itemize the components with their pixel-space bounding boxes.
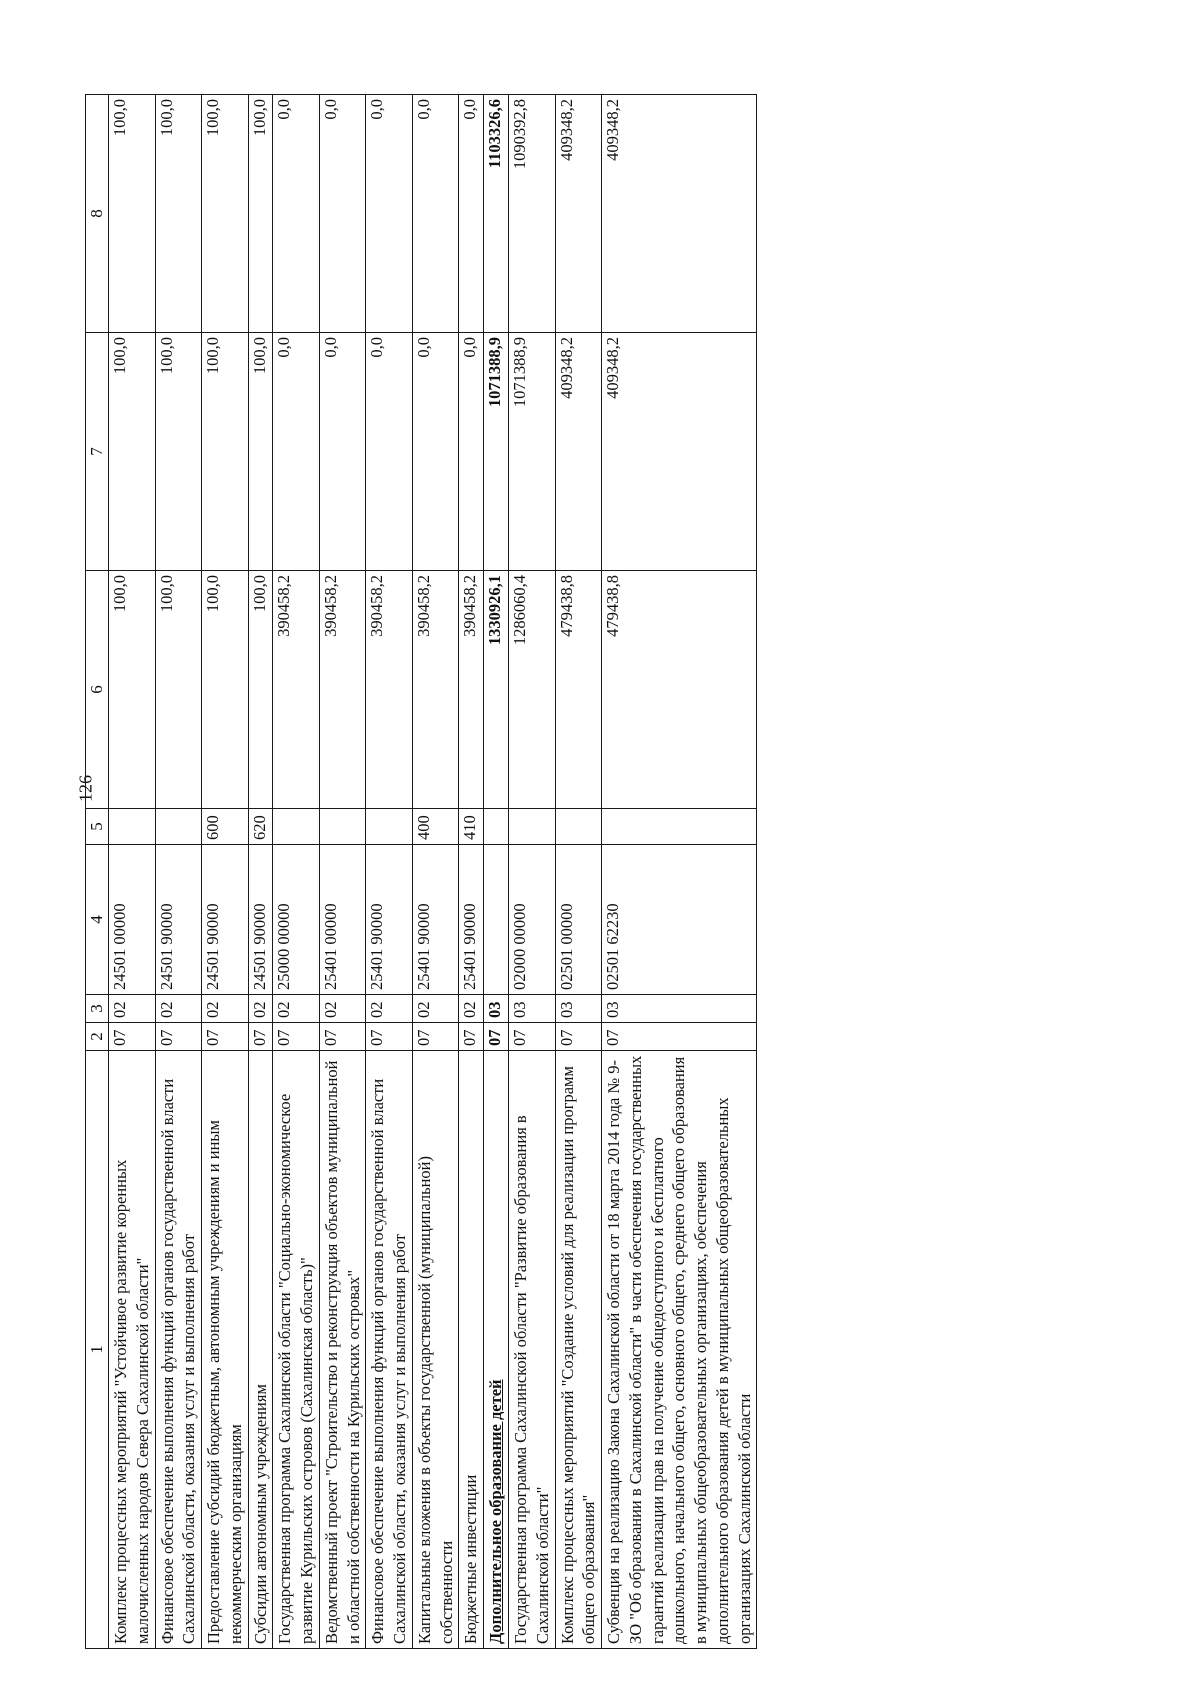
section-code-cell: 07 <box>459 1023 484 1051</box>
row-name-cell: Финансовое обеспечение выполнения функций органов государственной власти Сахалинской области, оказания услуг и выполнения работ <box>366 1051 413 1649</box>
subsection-code-cell: 02 <box>273 995 320 1023</box>
row-name-cell: Государственная программа Сахалинской области "Развитие образования в Сахалинской области" <box>509 1051 556 1649</box>
page-number: 126 <box>75 775 96 802</box>
amount-2025-cell: 409348,2 <box>602 333 757 571</box>
header-cell: 2 <box>86 1023 109 1051</box>
table-row <box>109 95 156 1649</box>
amount-2024-cell: 100,0 <box>202 571 249 809</box>
header-cell: 3 <box>86 995 109 1023</box>
expense-type-cell <box>155 809 202 845</box>
target-article-cell: 02000 00000 <box>509 845 556 995</box>
table-row <box>273 95 320 1649</box>
amount-2025-cell: 0,0 <box>319 333 366 571</box>
table-row <box>155 95 202 1649</box>
amount-2026-cell: 409348,2 <box>602 95 757 333</box>
amount-2026-cell: 0,0 <box>459 95 484 333</box>
target-article-cell: 25401 90000 <box>412 845 459 995</box>
section-code-cell: 07 <box>319 1023 366 1051</box>
expense-type-cell: 410 <box>459 809 484 845</box>
header-cell: 5 <box>86 809 109 845</box>
amount-2025-cell: 0,0 <box>412 333 459 571</box>
expense-type-cell <box>555 809 602 845</box>
amount-2026-cell: 0,0 <box>319 95 366 333</box>
header-row <box>86 95 109 1649</box>
amount-2026-cell: 1103326,6 <box>484 95 509 333</box>
amount-2024-cell: 390458,2 <box>366 571 413 809</box>
row-name-cell: Субсидии автономным учреждениям <box>248 1051 273 1649</box>
amount-2025-cell: 100,0 <box>202 333 249 571</box>
expense-type-cell: 600 <box>202 809 249 845</box>
header-cell: 4 <box>86 845 109 995</box>
section-code-cell: 07 <box>509 1023 556 1051</box>
section-code-cell: 07 <box>273 1023 320 1051</box>
amount-2024-cell: 100,0 <box>109 571 156 809</box>
row-name-cell: Бюджетные инвестиции <box>459 1051 484 1649</box>
amount-2024-cell: 1330926,1 <box>484 571 509 809</box>
amount-2026-cell: 100,0 <box>155 95 202 333</box>
table-row <box>509 95 556 1649</box>
amount-2024-cell: 100,0 <box>155 571 202 809</box>
amount-2025-cell: 100,0 <box>109 333 156 571</box>
amount-2024-cell: 390458,2 <box>319 571 366 809</box>
table-row <box>412 95 459 1649</box>
amount-2024-cell: 390458,2 <box>273 571 320 809</box>
target-article-cell: 25401 00000 <box>319 845 366 995</box>
amount-2026-cell: 0,0 <box>273 95 320 333</box>
subsection-code-cell: 03 <box>555 995 602 1023</box>
expense-type-cell <box>602 809 757 845</box>
row-name-cell: Дополнительное образование детей <box>484 1051 509 1649</box>
table-row <box>459 95 484 1649</box>
amount-2024-cell: 390458,2 <box>459 571 484 809</box>
header-cell: 6 <box>86 571 109 809</box>
row-name-cell: Государственная программа Сахалинской области "Социально-экономическое развитие Курильских островов (Сахалинская область)" <box>273 1051 320 1649</box>
section-code-cell: 07 <box>412 1023 459 1051</box>
table-row <box>202 95 249 1649</box>
section-code-cell: 07 <box>555 1023 602 1051</box>
section-code-cell: 07 <box>155 1023 202 1051</box>
amount-2026-cell: 100,0 <box>202 95 249 333</box>
subsection-code-cell: 02 <box>366 995 413 1023</box>
subsection-code-cell: 02 <box>109 995 156 1023</box>
target-article-cell: 02501 62230 <box>602 845 757 995</box>
row-name-cell: Субвенция на реализацию Закона Сахалинской области от 18 марта 2014 года № 9-ЗО "Об образовании в Сахалинской области" в части обеспечения государственных гарантий реализации прав на получение общедоступного и бесплатного дошкольного, начального общего, основного общего, среднего общего образования в муниципальных общеобразовательных организациях, обеспечения дополнительного образования детей в муниципальных общеобразовательных организациях Сахалинской области <box>602 1051 757 1649</box>
section-code-cell: 07 <box>602 1023 757 1051</box>
subsection-code-cell: 02 <box>412 995 459 1023</box>
target-article-cell: 25401 90000 <box>459 845 484 995</box>
table-row <box>366 95 413 1649</box>
amount-2024-cell: 390458,2 <box>412 571 459 809</box>
table-row <box>484 95 509 1649</box>
amount-2025-cell: 100,0 <box>155 333 202 571</box>
target-article-cell <box>484 845 509 995</box>
subsection-code-cell: 02 <box>319 995 366 1023</box>
table-row <box>602 95 757 1649</box>
target-article-cell: 02501 00000 <box>555 845 602 995</box>
section-code-cell: 07 <box>248 1023 273 1051</box>
subsection-code-cell: 03 <box>484 995 509 1023</box>
expense-type-cell <box>509 809 556 845</box>
table-row <box>319 95 366 1649</box>
section-code-cell: 07 <box>202 1023 249 1051</box>
subsection-code-cell: 02 <box>155 995 202 1023</box>
amount-2026-cell: 1090392,8 <box>509 95 556 333</box>
row-name-cell: Ведомственный проект "Строительство и реконструкция объектов муниципальной и областной собственности на Курильских островах" <box>319 1051 366 1649</box>
amount-2024-cell: 479438,8 <box>555 571 602 809</box>
amount-2024-cell: 479438,8 <box>602 571 757 809</box>
section-code-cell: 07 <box>484 1023 509 1051</box>
amount-2026-cell: 100,0 <box>248 95 273 333</box>
amount-2025-cell: 0,0 <box>366 333 413 571</box>
amount-2024-cell: 100,0 <box>248 571 273 809</box>
expense-type-cell: 400 <box>412 809 459 845</box>
amount-2024-cell: 1286060,4 <box>509 571 556 809</box>
amount-2026-cell: 409348,2 <box>555 95 602 333</box>
table-row <box>555 95 602 1649</box>
expense-type-cell <box>273 809 320 845</box>
expense-type-cell <box>109 809 156 845</box>
row-name-cell: Комплекс процессных мероприятий "Создание условий для реализации программ общего образования" <box>555 1051 602 1649</box>
amount-2025-cell: 1071388,9 <box>484 333 509 571</box>
expense-type-cell <box>484 809 509 845</box>
target-article-cell: 25000 00000 <box>273 845 320 995</box>
amount-2025-cell: 0,0 <box>273 333 320 571</box>
row-name-cell: Комплекс процессных мероприятий "Устойчивое развитие коренных малочисленных народов Севера Сахалинской области" <box>109 1051 156 1649</box>
section-code-cell: 07 <box>366 1023 413 1051</box>
table-row <box>248 95 273 1649</box>
amount-2025-cell: 100,0 <box>248 333 273 571</box>
expense-type-cell <box>366 809 413 845</box>
header-cell: 1 <box>86 1051 109 1649</box>
amount-2025-cell: 1071388,9 <box>509 333 556 571</box>
target-article-cell: 25401 90000 <box>366 845 413 995</box>
subsection-code-cell: 02 <box>248 995 273 1023</box>
header-cell: 7 <box>86 333 109 571</box>
amount-2026-cell: 0,0 <box>412 95 459 333</box>
row-name-cell: Финансовое обеспечение выполнения функций органов государственной власти Сахалинской области, оказания услуг и выполнения работ <box>155 1051 202 1649</box>
amount-2026-cell: 0,0 <box>366 95 413 333</box>
subsection-code-cell: 03 <box>509 995 556 1023</box>
subsection-code-cell: 02 <box>202 995 249 1023</box>
target-article-cell: 24501 90000 <box>202 845 249 995</box>
table-body <box>109 95 757 1649</box>
target-article-cell: 24501 90000 <box>248 845 273 995</box>
amount-2025-cell: 0,0 <box>459 333 484 571</box>
row-name-cell: Предоставление субсидий бюджетным, автономным учреждениям и иным некоммерческим организациям <box>202 1051 249 1649</box>
target-article-cell: 24501 00000 <box>109 845 156 995</box>
subsection-code-cell: 03 <box>602 995 757 1023</box>
row-name-cell: Капитальные вложения в объекты государственной (муниципальной) собственности <box>412 1051 459 1649</box>
amount-2025-cell: 409348,2 <box>555 333 602 571</box>
subsection-code-cell: 02 <box>459 995 484 1023</box>
section-code-cell: 07 <box>109 1023 156 1051</box>
budget-table <box>85 94 757 1649</box>
amount-2026-cell: 100,0 <box>109 95 156 333</box>
expense-type-cell: 620 <box>248 809 273 845</box>
target-article-cell: 24501 90000 <box>155 845 202 995</box>
expense-type-cell <box>319 809 366 845</box>
header-cell: 8 <box>86 95 109 333</box>
